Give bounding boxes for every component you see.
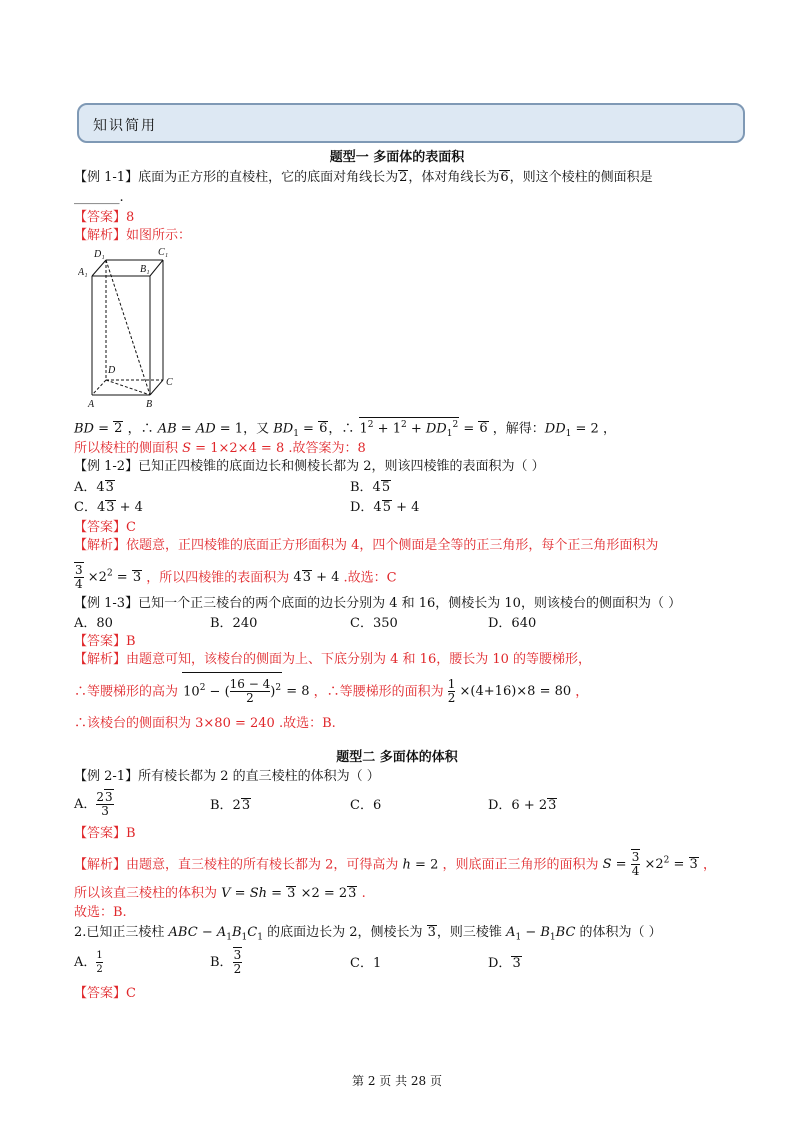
label-D: D [108, 365, 116, 376]
example-1-1-answer: 【答案】8 [74, 210, 135, 225]
label-A1: A₁ [78, 267, 88, 278]
example-2-2-option-b: B． $\frac{3}{2}$ [210, 948, 242, 976]
example-1-2-option-c: C．43 + 4 [74, 500, 143, 515]
example-2-1-option-a: A． $\frac{23}{3}$ [74, 790, 113, 818]
example-1-2-solution-line2: $\frac{3}{4}$ $\times 2^2 = 3$ ，所以四棱锥的表面积为 43 + 4 .故选：C [75, 563, 397, 592]
example-2-2-question: 2.已知正三棱柱 ABC − $A_1B_1C_1$ 的底面边长为 2，侧棱长为 3，则三棱锥 $A_1 - B_1BC$ 的体积为（ ） [74, 925, 662, 943]
label-B: B [146, 399, 153, 410]
label-B1: B₁ [140, 264, 150, 275]
example-2-2-option-d: D．3 [488, 956, 521, 971]
example-1-1-question: 【例 1-1】底面为正方形的直棱柱，它的底面对角线长为2，体对角线长为6，则这个棱柱的侧面积是 [74, 170, 653, 185]
page-footer: 第 2 页 共 28 页 [352, 1074, 442, 1088]
example-1-3-option-c: C．350 [350, 616, 398, 631]
example-1-2-solution-line1: 【解析】依题意，正四棱锥的底面正方形面积为 4，四个侧面是全等的正三角形，每个正三角形面积为 [74, 538, 659, 553]
example-2-1-solution-line2: 所以该直三棱柱的体积为 V = Sh = 3 ×2 = 23 . [74, 886, 366, 901]
example-1-3-solution-line1: 【解析】由题意可知，该棱台的侧面为上、下底分别为 4 和 16，腰长为 10 的等腰梯形， [74, 652, 592, 667]
section-title-1: 题型一 多面体的表面积 [329, 150, 465, 165]
section-header-box [77, 103, 745, 143]
example-2-1-option-c: C．6 [350, 798, 382, 813]
example-2-1-answer: 【答案】B [74, 826, 136, 841]
example-1-2-question: 【例 1-2】已知正四棱锥的底面边长和侧棱长都为 2，则该四棱锥的表面积为（ ） [74, 459, 545, 474]
example-1-2-option-d: D．45 + 4 [350, 500, 420, 515]
label-C: C [166, 377, 173, 388]
example-1-2-option-a: A．43 [74, 480, 114, 495]
example-1-1-blank: _______. [74, 190, 124, 205]
label-C1: C₁ [158, 247, 169, 258]
example-2-1-option-b: B．23 [210, 798, 251, 813]
example-1-3-option-a: A．80 [74, 616, 113, 631]
example-2-1-question: 【例 2-1】所有棱长都为 2 的直三棱柱的体积为（ ） [74, 769, 380, 784]
example-2-2-option-c: C．1 [350, 956, 382, 971]
example-1-3-solution-line3: ∴该棱台的侧面积为 3×80 = 240 .故选：B. [74, 716, 336, 731]
example-2-1-solution-line3: 故选：B. [74, 905, 127, 920]
section-title-2: 题型二 多面体的体积 [336, 750, 458, 765]
example-1-1-solution-line2: 所以棱柱的侧面积 S = 1×2×4 = 8 .故答案为：8 [74, 441, 366, 456]
example-2-1-solution-line1: 【解析】由题意，直三棱柱的所有棱长都为 2，可得高为 h = 2 ，则底面正三角形的面积为 S = $\frac{3}{4}$ $\times 2^2 = 3$ ， [74, 850, 716, 879]
label-A: A [88, 399, 95, 410]
example-1-3-answer: 【答案】B [74, 634, 136, 649]
example-1-1-solution-intro: 【解析】如图所示： [74, 228, 192, 243]
example-1-1-solution-line1: BD = 2 ，∴ AB = AD = 1，又 $BD_1 = 6$，∴ $1^2 + 1^2 + DD_1^2 = 6$ ，解得：$DD_1 = 2$ ， [74, 417, 616, 442]
prism-figure [78, 240, 188, 410]
example-1-3-option-b: B．240 [210, 616, 258, 631]
example-2-1-option-d: D．6 + 23 [488, 798, 557, 813]
example-1-3-solution-line2: ∴等腰梯形的高为 $10^2$ − ( $\frac{16 - 4}{2}$ )$^2$ = 8 ，∴等腰梯形的面积为 $\frac{1}{2}$ ×(4+16)×8 = 80 ， [74, 672, 588, 710]
section-header-label: 知识简用 [93, 118, 157, 134]
example-1-3-question: 【例 1-3】已知一个正三棱台的两个底面的边长分别为 4 和 16，侧棱长为 10，则该棱台的侧面积为（ ） [74, 596, 682, 611]
label-D1: D₁ [94, 249, 105, 260]
example-1-2-option-b: B．45 [350, 480, 391, 495]
example-2-2-answer: 【答案】C [74, 986, 136, 1001]
example-1-3-option-d: D．640 [488, 616, 537, 631]
example-1-2-answer: 【答案】C [74, 520, 136, 535]
example-2-2-option-a: A． $\frac{1}{2}$ [74, 950, 103, 975]
